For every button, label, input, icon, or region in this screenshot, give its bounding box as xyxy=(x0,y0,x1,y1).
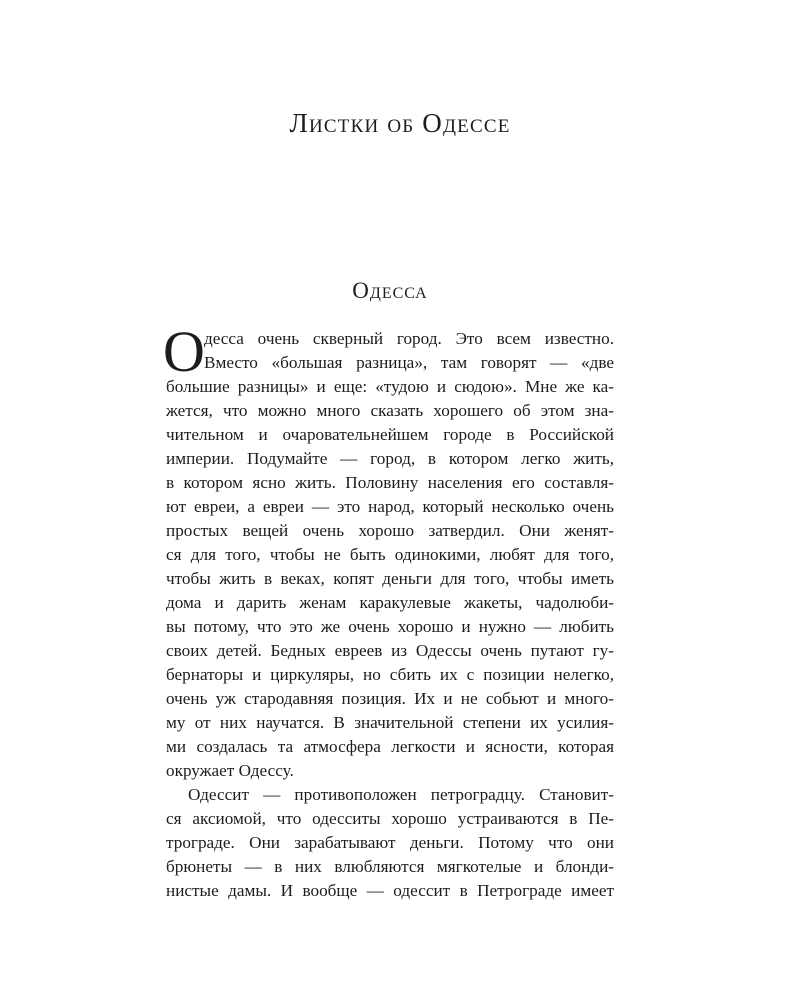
text-line: ют евреи, а евреи — это народ, который несколько очень xyxy=(166,497,614,516)
text-line: дома и дарить женам каракулевые жакеты, чадолюби- xyxy=(166,593,614,612)
text-line: Вместо «большая разница», там говорят — «две xyxy=(204,353,614,372)
text-line: ми создалась та атмосфера легкости и ясности, которая xyxy=(166,737,614,756)
text-line: му от них научатся. В значительной степени их усилия- xyxy=(166,713,614,732)
chapter-title: Одесса xyxy=(352,278,428,303)
text-line: десса очень скверный город. Это всем известно. xyxy=(204,329,614,348)
part-title: Листки об Одессе xyxy=(289,108,511,138)
text-line: нистые дамы. И вообще — одессит в Петрограде имеет xyxy=(166,881,614,900)
text-line: жется, что можно много сказать хорошего об этом зна- xyxy=(166,401,614,420)
paragraph-2 xyxy=(166,783,614,903)
text-line: простых вещей очень хорошо затвердил. Они женят- xyxy=(166,521,614,540)
text-line: брюнеты — в них влюбляются мягкотелые и блонди- xyxy=(166,857,614,876)
text-line: своих детей. Бедных евреев из Одессы очень путают гу- xyxy=(166,641,614,660)
text-line: империи. Подумайте — город, в котором легко жить, xyxy=(166,449,614,468)
text-line: чтобы жить в веках, копят деньги для того, чтобы иметь xyxy=(166,569,614,588)
drop-cap: О xyxy=(163,319,205,384)
text-line: большие разницы» и еще: «тудою и сюдою». Мне же ка- xyxy=(166,377,614,396)
chapter-body xyxy=(163,319,614,903)
text-line: вы потому, что это же очень хорошо и нужно — любить xyxy=(166,617,614,636)
text-line: чительном и очаровательнейшем городе в Российской xyxy=(166,425,614,444)
text-line: окружает Одессу. xyxy=(166,761,294,780)
text-line: ся аксиомой, что одесситы хорошо устраиваются в Пе- xyxy=(166,809,614,828)
text-line: бернаторы и циркуляры, но сбить их с позиции нелегко, xyxy=(166,665,614,684)
text-line: Одессит — противоположен петроградцу. Становит- xyxy=(188,785,614,804)
text-line: очень уж стародавняя позиция. Их и не собьют и много- xyxy=(166,689,614,708)
paragraph-1 xyxy=(163,319,614,783)
text-line: в котором ясно жить. Половину населения его составля- xyxy=(166,473,614,492)
text-line: трограде. Они зарабатывают деньги. Потому что они xyxy=(166,833,614,852)
text-line: ся для того, чтобы не быть одинокими, любят для того, xyxy=(166,545,614,564)
